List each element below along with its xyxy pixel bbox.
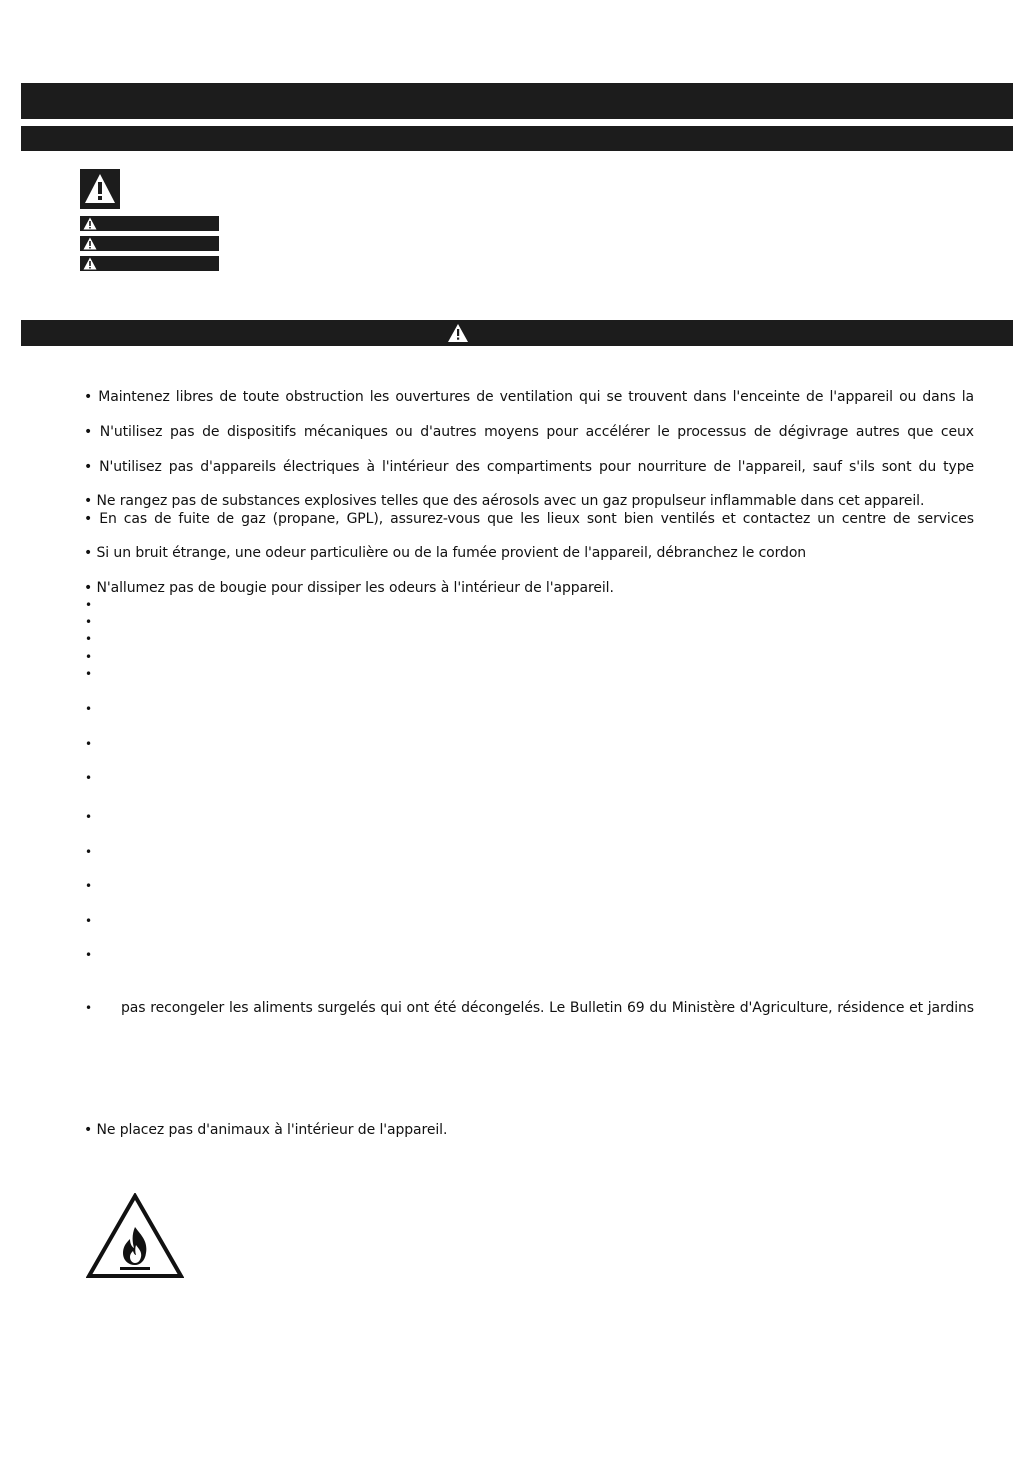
warning-banner: [21, 320, 1013, 346]
instruction-ventilation: • Maintenez libres de toute obstruction les ouvertures de ventilation qui se trouvent dans l'enceinte de l'appareil ou dans la: [84, 389, 974, 405]
warning-triangle-icon: [447, 323, 469, 343]
instruction-defrost: • N'utilisez pas de dispositifs mécaniques ou d'autres moyens pour accélérer le processus de dégivrage autres que ceux: [84, 424, 974, 440]
warning-triangle-icon: [83, 237, 97, 250]
warning-triangle-icon: [83, 172, 117, 206]
warning-triangle-icon: [83, 217, 97, 230]
instruction-refreeze: pas recongeler les aliments surgelés qui ont été décongelés. Le Bulletin 69 du Ministère d'Agriculture, résidence et jardins: [121, 1000, 974, 1016]
list-bullet: •: [85, 1001, 93, 1015]
list-bullet: •: [85, 632, 93, 646]
signal-word-level-2: [80, 236, 219, 251]
header-title-bar: [21, 83, 1013, 119]
list-bullet: •: [85, 650, 93, 664]
list-bullet: •: [85, 667, 93, 681]
instruction-no-animals: • Ne placez pas d'animaux à l'intérieur de l'appareil.: [84, 1122, 448, 1138]
list-bullet: •: [85, 702, 93, 716]
list-bullet: •: [85, 810, 93, 824]
signal-word-level-1: [80, 216, 219, 231]
list-bullet: •: [85, 879, 93, 893]
warning-triangle-icon: [83, 257, 97, 270]
header-subtitle-bar: [21, 126, 1013, 151]
instruction-no-candle: • N'allumez pas de bougie pour dissiper les odeurs à l'intérieur de l'appareil.: [84, 580, 614, 596]
list-bullet: •: [85, 615, 93, 629]
instruction-electrical-appliances: • N'utilisez pas d'appareils électriques à l'intérieur des compartiments pour nourriture de l'appareil, sauf s'ils sont du type: [84, 459, 974, 475]
safety-alert-symbol: [80, 169, 120, 209]
list-bullet: •: [85, 914, 93, 928]
list-bullet: •: [85, 845, 93, 859]
signal-word-level-3: [80, 256, 219, 271]
instruction-explosive-substances: • Ne rangez pas de substances explosives telles que des aérosols avec un gaz propulseur inflammable dans cet appareil.: [84, 493, 925, 509]
flammable-warning-icon: [86, 1193, 184, 1279]
instruction-strange-noise: • Si un bruit étrange, une odeur particulière ou de la fumée provient de l'appareil, débranchez le cordon: [84, 545, 807, 561]
list-bullet: •: [85, 948, 93, 962]
list-bullet: •: [85, 598, 93, 612]
instruction-gas-leak: • En cas de fuite de gaz (propane, GPL), assurez-vous que les lieux sont bien ventilés et contactez un centre de services: [84, 511, 974, 527]
list-bullet: •: [85, 737, 93, 751]
list-bullet: •: [85, 771, 93, 785]
